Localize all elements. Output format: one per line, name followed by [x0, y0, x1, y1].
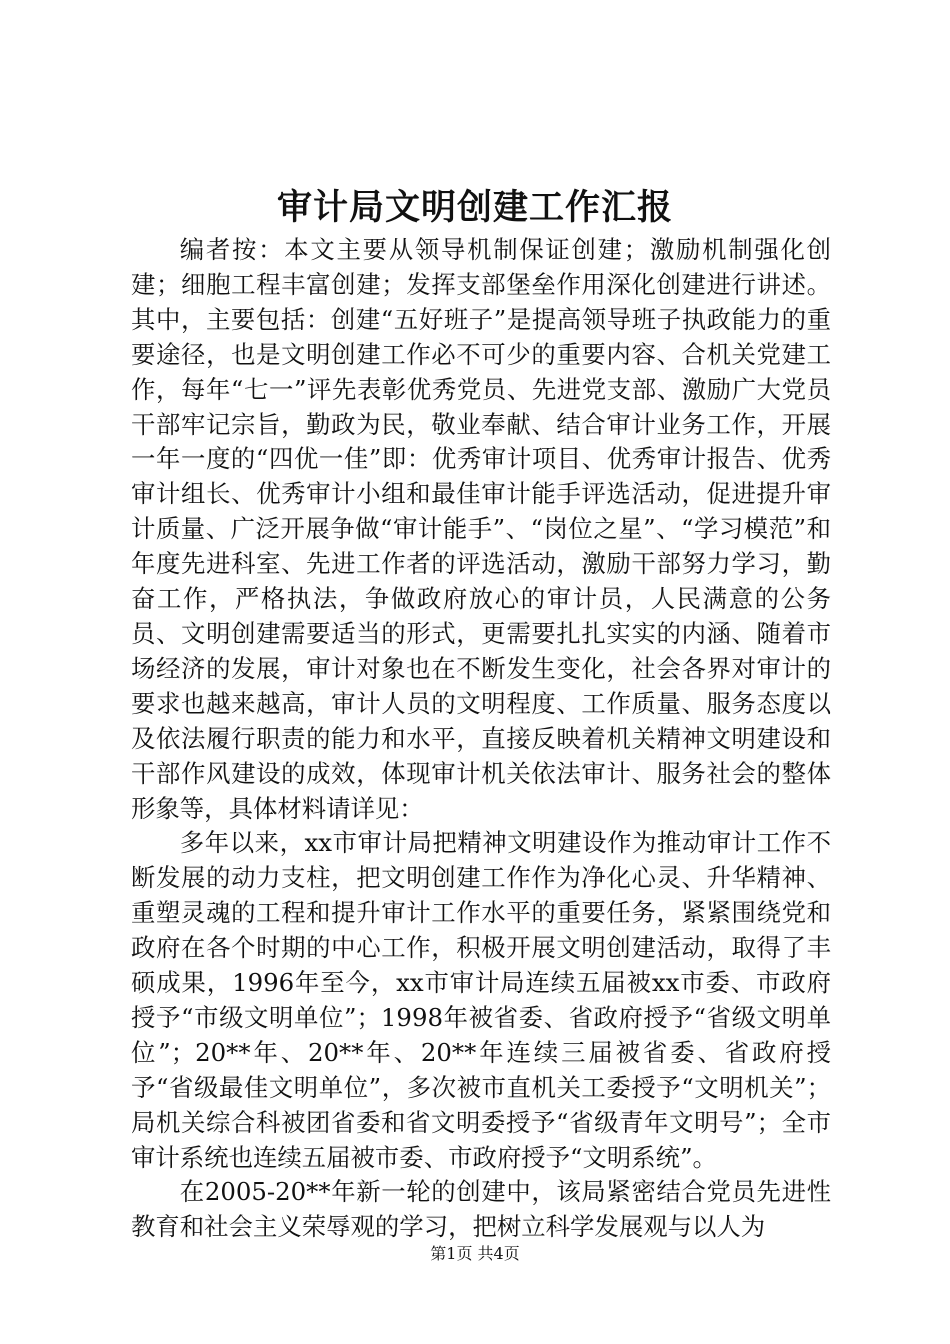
document-body	[131, 233, 831, 1245]
document-title: 审计局文明创建工作汇报	[276, 187, 673, 228]
paragraph-history: 多年以来，xx市审计局把精神文明建设作为推动审计工作不断发展的动力支柱，把文明创建工作作为净化心灵、升华精神、重塑灵魂的工程和提升审计工作水平的重要任务，紧紧围绕党和政府在各个时期的中心工作，积极开展文明创建活动，取得了丰硕成果，1996年至今，xx市审计局连续五届被xx市委、市政府授予“市级文明单位”；1998年被省委、省政府授予“省级文明单位”；20**年、20**年、20**年连续三届被省委、省政府授予“省级最佳文明单位”，多次被市直机关工委授予“文明机关”；局机关综合科被团省委和省文明委授予“省级青年文明号”；全市审计系统也连续五届被市委、市政府授予“文明系统”。	[131, 828, 831, 1172]
paragraph-new-round: 在2005-20**年新一轮的创建中，该局紧密结合党员先进性教育和社会主义荣辱观的学习，把树立科学发展观与以人为	[131, 1177, 831, 1242]
paragraph-editor-note: 编者按：本文主要从领导机制保证创建；激励机制强化创建；细胞工程丰富创建；发挥支部堡垒作用深化创建进行讲述。其中，主要包括：创建“五好班子”是提高领导班子执政能力的重要途径，也是文明创建工作必不可少的重要内容、合机关党建工作，每年“七一”评先表彰优秀党员、先进党支部、激励广大党员干部牢记宗旨，勤政为民，敬业奉献、结合审计业务工作，开展一年一度的“四优一佳”即：优秀审计项目、优秀审计报告、优秀审计组长、优秀审计小组和最佳审计能手评选活动，促进提升审计质量、广泛开展争做“审计能手”、“岗位之星”、“学习模范”和年度先进科室、先进工作者的评选活动，激励干部努力学习，勤奋工作，严格执法，争做政府放心的审计员，人民满意的公务员、文明创建需要适当的形式，更需要扎扎实实的内涵、随着市场经济的发展，审计对象也在不断发生变化，社会各界对审计的要求也越来越高，审计人员的文明程度、工作质量、服务态度以及依法履行职责的能力和水平，直接反映着机关精神文明建设和干部作风建设的成效，体现审计机关依法审计、服务社会的整体形象等，具体材料请详见：	[131, 235, 831, 823]
page-number-footer: 第1页 共4页	[430, 1244, 520, 1263]
